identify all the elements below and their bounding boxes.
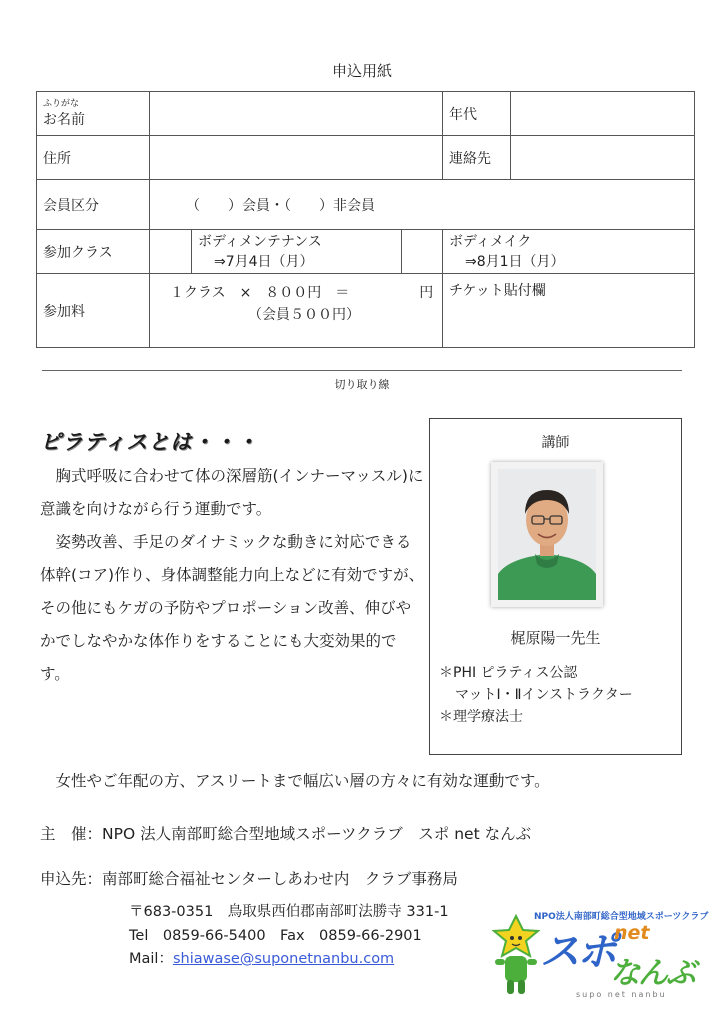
member-type-field[interactable]: （ ）会員・（ ）非会員 [150,180,695,230]
logo-name-supo: スポ [540,929,614,975]
pilates-paragraph-1: 胸式呼吸に合わせて体の深層筋(インナーマッスル)に意識を向けながら行う運動です。 [40,467,424,518]
organizer-line: 主 催：NPO 法人南部町総合型地域スポーツクラブ スポ net なんぶ [40,825,532,843]
instructor-credentials [439,662,633,728]
class2-date: ⇒8月1日（月） [465,253,565,270]
class1-checkbox[interactable] [150,230,192,274]
logo-name-nanbu: なんぶ [610,956,694,991]
class2-checkbox[interactable] [402,230,443,274]
cut-line [42,370,682,371]
class2-name: ボディメイク [449,233,532,250]
age-label: 年代 [443,92,511,136]
logo-name-net: net [614,922,650,944]
cut-line-label: 切り取り線 [334,378,390,391]
pilates-heading: ピラティスとは・・・ [40,430,259,454]
credential-3: ＊理学療法士 [439,709,523,725]
mail-line [129,947,394,968]
ticket-label: チケット貼付欄 [449,283,546,299]
logo-org-line: NPO法人南部町総合型地域スポーツクラブ [534,912,709,922]
credential-1: ＊PHI ピラティス公認 [439,665,578,681]
class1-name: ボディメンテナンス [198,233,322,250]
class-label: 参加クラス [37,230,150,274]
instructor-title: 講師 [541,435,570,451]
member-type-label: 会員区分 [37,180,150,230]
contact-field[interactable] [511,136,695,180]
address-label: 住所 [37,136,150,180]
name-label: お名前 [43,111,85,128]
address-field[interactable] [150,136,443,180]
instructor-photo [491,462,603,607]
class1-option [192,230,402,274]
email-link[interactable]: shiawase@suponetnanbu.com [172,951,395,967]
phone-fax: Tel 0859-66-5400 Fax 0859-66-2901 [129,928,422,944]
logo-romaji: supo net nanbu [576,990,667,999]
fee-label: 参加料 [37,274,150,348]
fee-field[interactable] [150,274,443,348]
credential-2: マットⅠ・Ⅱインストラクター [455,687,633,703]
name-field[interactable] [150,92,443,136]
instructor-name: 梶原陽一先生 [510,629,601,647]
pilates-paragraph-3: 女性やご年配の方、アスリートまで幅広い層の方々に有効な運動です。 [55,772,550,790]
apply-to-line: 申込先：南部町総合福祉センターしあわせ内 クラブ事務局 [40,870,458,888]
mail-label: Mail： [129,951,173,967]
pilates-description [40,460,425,691]
furigana-label: ふりがな [43,98,80,109]
name-label-cell [37,92,150,136]
form-title: 申込用紙 [331,62,392,80]
application-form [36,91,695,348]
club-logo [490,908,710,1006]
fee-member-note: （会員５００円） [248,307,360,323]
class2-option [443,230,695,274]
ticket-area [443,274,695,348]
class1-date: ⇒7月4日（月） [214,253,314,270]
fee-formula: １クラス × ８００円 ＝ 円 [170,285,434,301]
pilates-paragraph-2: 姿勢改善、手足のダイナミックな動きに対応できる体幹(コア)作り、身体調整能力向上などに有効ですが、その他にもケガの予防やプロポーション改善、伸びやかでしなやかな体作りをすることにも大変効果的です。 [40,533,425,683]
instructor-box [429,418,682,755]
postal-address: 〒683-0351 鳥取県西伯郡南部町法勝寺 331-1 [129,904,449,920]
contact-label: 連絡先 [443,136,511,180]
age-field[interactable] [511,92,695,136]
instructor-portrait-image [491,462,603,607]
